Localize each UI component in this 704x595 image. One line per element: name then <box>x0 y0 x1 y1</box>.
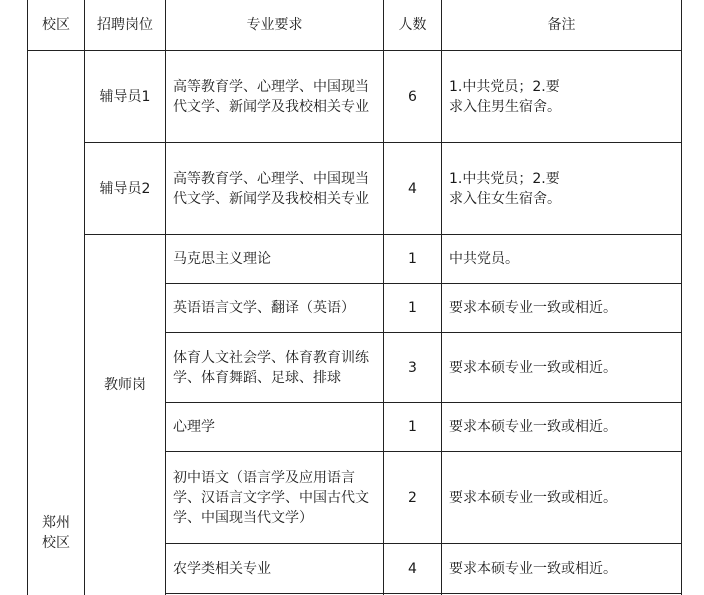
note-cell: 要求本硕专业一致或相近。 <box>442 284 682 333</box>
note-cell: 1.中共党员；2.要求入住男生宿舍。 <box>442 51 682 143</box>
table-row <box>28 143 682 235</box>
header-campus: 校区 <box>28 0 85 51</box>
position-cell: 辅导员1 <box>85 51 166 143</box>
position-cell: 教师岗 <box>85 235 166 595</box>
header-note: 备注 <box>442 0 682 51</box>
table-header-row <box>28 0 682 51</box>
campus-name: 郑州校区 <box>42 515 70 551</box>
note-cell: 中共党员。 <box>442 235 682 284</box>
count-cell: 6 <box>384 51 442 143</box>
count-cell: 4 <box>384 143 442 235</box>
major-cell: 马克思主义理论 <box>166 235 384 284</box>
position-cell: 辅导员2 <box>85 143 166 235</box>
note-cell: 要求本硕专业一致或相近。 <box>442 452 682 544</box>
major-cell: 体育人文社会学、体育教育训练学、体育舞蹈、足球、排球 <box>166 333 384 403</box>
major-cell: 高等教育学、心理学、中国现当代文学、新闻学及我校相关专业 <box>166 51 384 143</box>
header-major: 专业要求 <box>166 0 384 51</box>
major-cell: 心理学 <box>166 403 384 452</box>
count-cell: 1 <box>384 284 442 333</box>
recruitment-table <box>27 0 682 595</box>
note-cell: 要求本硕专业一致或相近。 <box>442 403 682 452</box>
major-cell: 高等教育学、心理学、中国现当代文学、新闻学及我校相关专业 <box>166 143 384 235</box>
count-cell: 2 <box>384 452 442 544</box>
major-cell: 农学类相关专业 <box>166 544 384 594</box>
campus-cell <box>28 51 85 595</box>
header-count: 人数 <box>384 0 442 51</box>
note-cell: 要求本硕专业一致或相近。 <box>442 333 682 403</box>
table-row <box>28 235 682 284</box>
major-cell: 初中语文（语言学及应用语言学、汉语言文字学、中国古代文学、中国现当代文学） <box>166 452 384 544</box>
count-cell: 1 <box>384 235 442 284</box>
note-cell: 1.中共党员；2.要求入住女生宿舍。 <box>442 143 682 235</box>
count-cell: 3 <box>384 333 442 403</box>
major-cell: 英语语言文学、翻译（英语） <box>166 284 384 333</box>
note-cell: 要求本硕专业一致或相近。 <box>442 544 682 594</box>
count-cell: 1 <box>384 403 442 452</box>
count-cell: 4 <box>384 544 442 594</box>
header-position: 招聘岗位 <box>85 0 166 51</box>
table-row <box>28 51 682 143</box>
